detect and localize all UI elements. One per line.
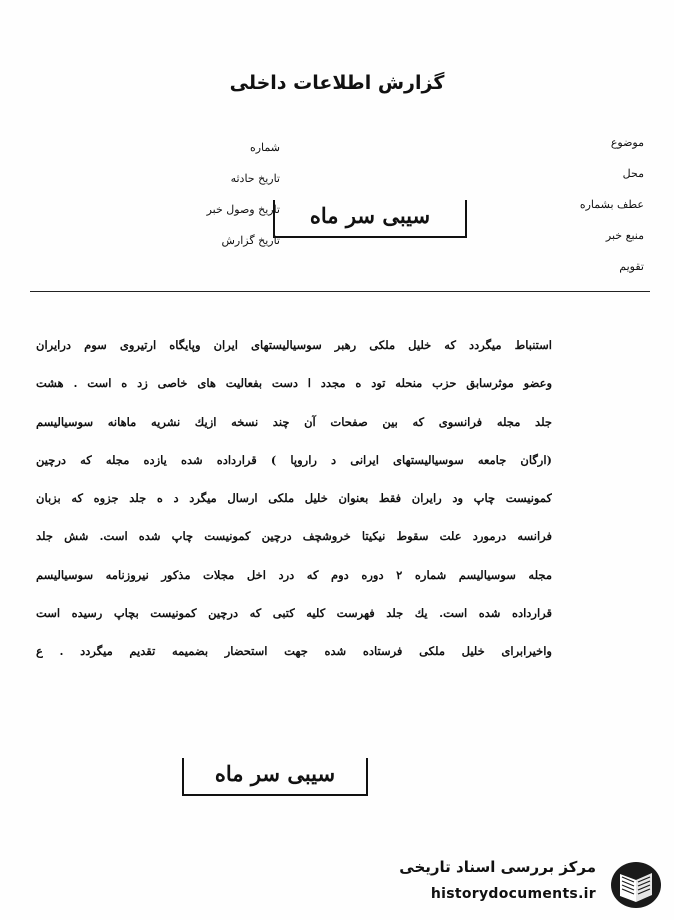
footer-watermark bbox=[384, 856, 666, 914]
classification-stamp-bottom: سیبی سر ماه bbox=[182, 758, 368, 796]
meta-fields-right bbox=[580, 133, 644, 288]
body-line: واخیرابرای خلیل ملکی فرستاده شده جهت استحضار بضمیمه تقدیم میگردد . ع bbox=[36, 644, 552, 659]
body-line: استنباط میگردد که خلیل ملکی رهبر سوسیالیستهای ایران وپایگاه ارتیروی سوم درایران bbox=[36, 338, 552, 352]
header-divider bbox=[30, 291, 650, 292]
body-line: فرانسه درمورد علت سقوط نیکیتا خروشچف درچین کمونیست چاپ شده است. شش جلد bbox=[36, 529, 552, 544]
report-body bbox=[36, 333, 552, 678]
body-line: جلد مجله فرانسوی که بین صفحات آن چند نسخه ازیك نشریه ماهانه سوسیالیسم bbox=[36, 414, 552, 429]
book-icon bbox=[606, 860, 662, 910]
body-line: قرارداده شده است. یك جلد فهرست کلیه کتبی که درچین کمونیست بچاپ رسیده است bbox=[36, 606, 552, 621]
meta-subject-label: موضوع bbox=[610, 136, 644, 149]
document-title: گزارش اطلاعات داخلی bbox=[229, 72, 445, 94]
body-line: (ارگان جامعه سوسیالیستهای ایرانی د راروپا ) قرارداده شده یازده مجله که درچین bbox=[36, 452, 552, 467]
body-line: مجله سوسیالیسم شماره ۲ دوره دوم که درد اخل مجلات مذکور نیروزنامه سوسیالیسم bbox=[36, 567, 552, 582]
meta-source-label: منبع خبر bbox=[605, 229, 644, 242]
meta-received-date-label: تاریخ وصول خبر bbox=[206, 203, 280, 216]
meta-fields-left bbox=[170, 138, 280, 262]
body-line: کمونیست چاپ ود رایران فقط بعنوان خلیل ملکی ارسال میگرد د ه جلد جزوه که بزبان bbox=[36, 491, 552, 506]
meta-incident-date-label: تاریخ حادثه bbox=[230, 172, 280, 185]
meta-report-date-label: تاریخ گزارش bbox=[221, 234, 280, 247]
meta-location-label: محل bbox=[622, 167, 644, 180]
meta-evaluation-label: تقویم bbox=[619, 260, 644, 273]
footer-url: historydocuments.ir bbox=[430, 886, 596, 902]
classification-stamp-top: سیبی سر ماه bbox=[273, 200, 467, 238]
meta-number-label: شماره bbox=[249, 141, 280, 154]
body-line: وعضو موثرسابق حزب منحله تود ه مجدد ا دست بفعالیت های خاصی زد ه است . هشت bbox=[36, 376, 552, 391]
footer-org-name: مرکز بررسی اسناد تاریخی bbox=[399, 858, 596, 876]
meta-reference-label: عطف بشماره bbox=[579, 198, 644, 211]
